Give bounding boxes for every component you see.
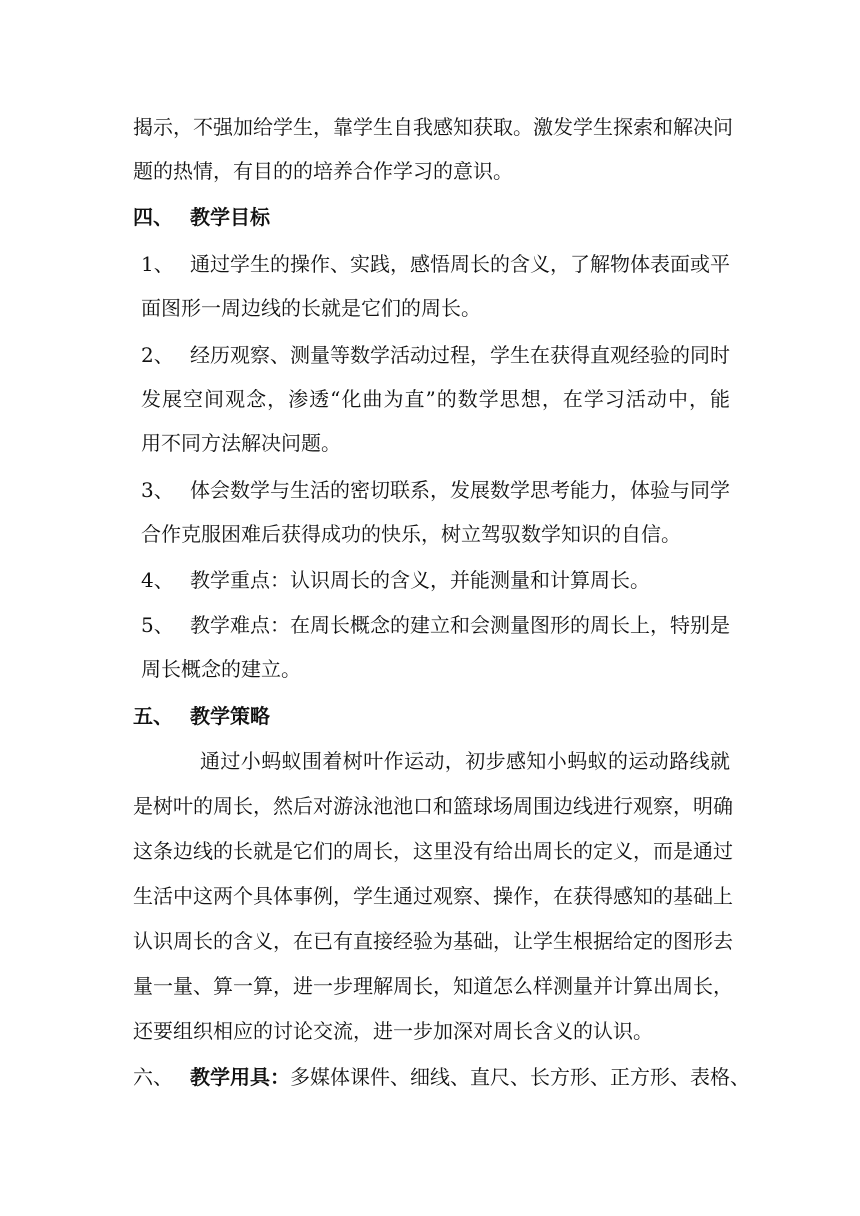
item-1-line-1: 通过学生的操作、实践，感悟周长的含义，了解物体表面或平 [190, 252, 730, 276]
item-3-line-2: 合作克服困难后获得成功的快乐，树立驾驭数学知识的自信。 [141, 522, 681, 546]
item-4-number: 4、 [141, 568, 174, 592]
item-2-line-1: 经历观察、测量等数学活动过程，学生在获得直观经验的同时 [190, 343, 730, 367]
item-1-line-2: 面图形一周边线的长就是它们的周长。 [141, 296, 481, 320]
intro-line-2: 题的热情，有目的的培养合作学习的意识。 [133, 159, 513, 183]
intro-line-1: 揭示，不强加给学生，靠学生自我感知获取。激发学生探索和解决问 [133, 115, 733, 139]
item-5-number: 5、 [141, 613, 174, 637]
section-6-text: 多媒体课件、细线、直尺、长方形、正方形、表格、 [290, 1065, 750, 1089]
strategy-line-4: 生活中这两个具体事例，学生通过观察、操作，在获得感知的基础上 [133, 884, 733, 908]
item-1-number: 1、 [141, 252, 174, 276]
item-2-line-3: 用不同方法解决问题。 [141, 431, 341, 455]
section-5-number: 五、 [133, 704, 173, 728]
strategy-line-5: 认识周长的含义，在已有直接经验为基础，让学生根据给定的图形去 [133, 929, 733, 953]
strategy-line-7: 还要组织相应的讨论交流，进一步加深对周长含义的认识。 [133, 1019, 653, 1043]
item-2-line-2: 发展空间观念，渗透“化曲为直”的数学思想，在学习活动中，能 [141, 387, 730, 411]
strategy-line-6: 量一量、算一算，进一步理解周长，知道怎么样测量并计算出周长， [133, 974, 733, 998]
item-3-number: 3、 [141, 478, 174, 502]
item-4-line-1: 教学重点：认识周长的含义，并能测量和计算周长。 [190, 568, 650, 592]
item-3-line-1: 体会数学与生活的密切联系，发展数学思考能力，体验与同学 [190, 478, 730, 502]
item-2-number: 2、 [141, 343, 174, 367]
section-4-title: 教学目标 [190, 205, 270, 229]
strategy-line-2: 是树叶的周长，然后对游泳池池口和篮球场周围边线进行观察，明确 [133, 794, 733, 818]
section-4-number: 四、 [133, 205, 173, 229]
strategy-line-3: 这条边线的长就是它们的周长，这里没有给出周长的定义，而是通过 [133, 839, 733, 863]
strategy-line-1: 通过小蚂蚁围着树叶作运动，初步感知小蚂蚁的运动路线就 [200, 749, 730, 773]
item-5-line-2: 周长概念的建立。 [141, 657, 301, 681]
section-6-title: 教学用具： [190, 1065, 290, 1089]
section-5-title: 教学策略 [190, 704, 270, 728]
item-5-line-1: 教学难点：在周长概念的建立和会测量图形的周长上，特别是 [190, 613, 730, 637]
section-6-number: 六、 [133, 1065, 173, 1089]
